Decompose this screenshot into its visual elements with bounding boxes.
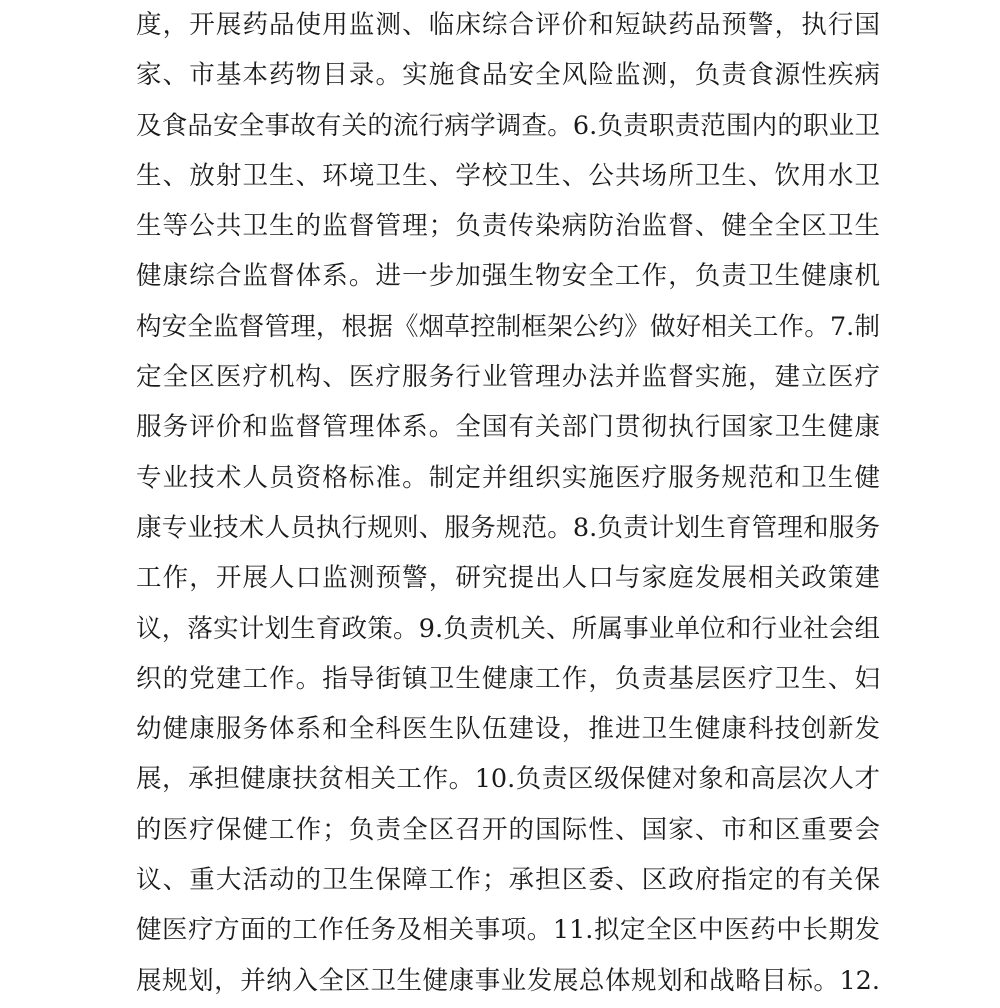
text-line: 生、放射卫生、环境卫生、学校卫生、公共场所卫生、饮用水卫 <box>136 160 880 191</box>
text-line: 及食品安全事故有关的流行病学调查。6.负责职责范围内的职业卫 <box>136 110 880 141</box>
text-line: 家、市基本药物目录。实施食品安全风险监测，负责食源性疾病 <box>136 60 880 91</box>
text-line: 康专业技术人员执行规则、服务规范。8.负责计划生育管理和服务 <box>136 512 880 543</box>
text-line: 幼健康服务体系和全科医生队伍建设，推进卫生健康科技创新发 <box>136 714 880 745</box>
body-text <box>136 0 880 1006</box>
text-line: 健康综合监督体系。进一步加强生物安全工作，负责卫生健康机 <box>136 261 880 292</box>
text-line: 度，开展药品使用监测、临床综合评价和短缺药品预警，执行国 <box>136 10 880 40</box>
text-line: 展规划，并纳入全区卫生健康事业发展总体规划和战略目标。12. <box>136 965 880 996</box>
text-line: 议，落实计划生育政策。9.负责机关、所属事业单位和行业社会组 <box>136 613 880 644</box>
text-line: 健医疗方面的工作任务及相关事项。11.拟定全区中医药中长期发 <box>136 915 880 946</box>
text-line: 生等公共卫生的监督管理；负责传染病防治监督、健全全区卫生 <box>136 211 880 242</box>
text-line: 的医疗保健工作；负责全区召开的国际性、国家、市和区重要会 <box>136 814 880 845</box>
text-line: 工作，开展人口监测预警，研究提出人口与家庭发展相关政策建 <box>136 563 880 594</box>
text-line: 议、重大活动的卫生保障工作；承担区委、区政府指定的有关保 <box>136 865 880 896</box>
text-line: 定全区医疗机构、医疗服务行业管理办法并监督实施，建立医疗 <box>136 362 880 393</box>
text-line: 织的党建工作。指导街镇卫生健康工作，负责基层医疗卫生、妇 <box>136 663 880 694</box>
text-line: 构安全监督管理，根据《烟草控制框架公约》做好相关工作。7.制 <box>136 311 880 342</box>
text-line: 专业技术人员资格标准。制定并组织实施医疗服务规范和卫生健 <box>136 462 880 493</box>
text-line: 服务评价和监督管理体系。全国有关部门贯彻执行国家卫生健康 <box>136 412 880 443</box>
text-line: 展，承担健康扶贫相关工作。10.负责区级保健对象和高层次人才 <box>136 764 880 795</box>
